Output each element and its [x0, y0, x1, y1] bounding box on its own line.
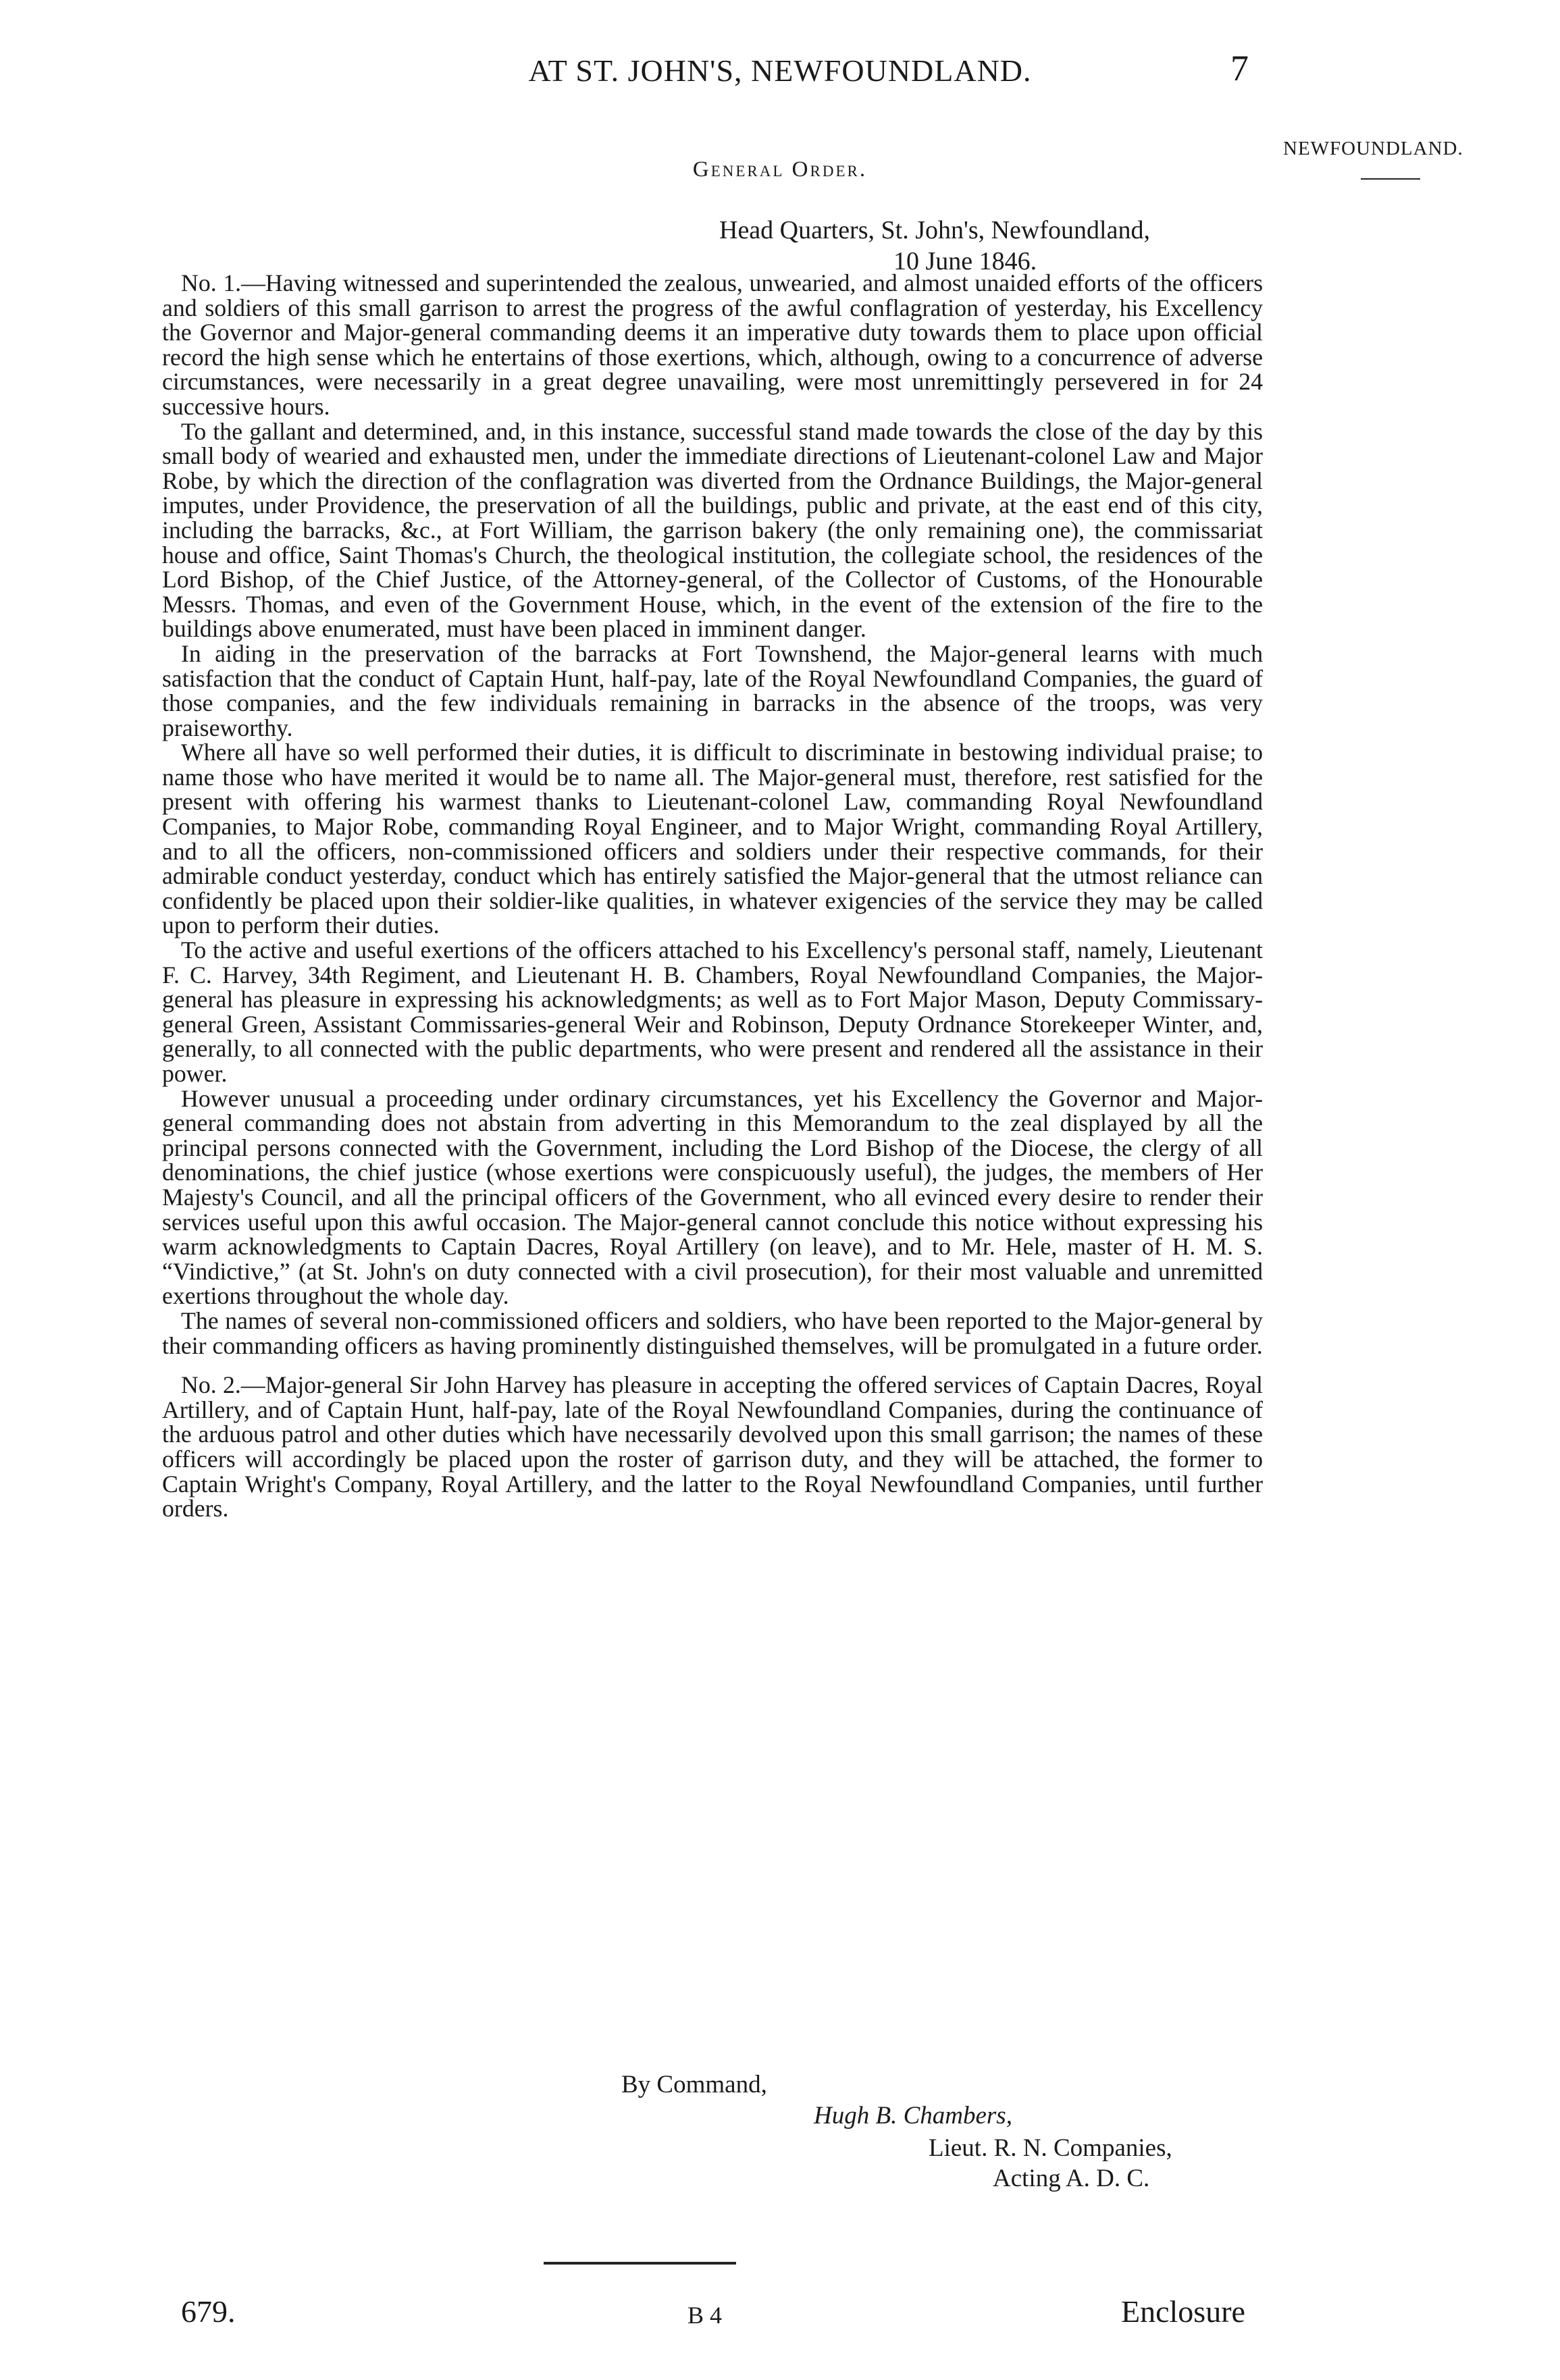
footer-catchword: Enclosure [1121, 2294, 1245, 2329]
signature-rank: Lieut. R. N. Companies, [929, 2134, 1172, 2162]
signature-role: Acting A. D. C. [993, 2165, 1150, 2192]
paragraph: To the active and useful exertions of the officers attached to his Excellency's personal staff, namely, Lieutenant F. C. Harvey, 34th Regiment, and Lieutenant H. B. Chambers, Royal Newfoundland Companies, the Major-general has pleasure in expressing his acknowledgments; as well as to Fort Major Mason, Deputy Commissary-general Green, Assistant Commissaries-general Weir and Robinson, Deputy Ordnance Storekeeper Winter, and, generally, to all connected with the public departments, who were present and rendered all the assistance in their power. [162, 936, 1263, 1087]
dateline-date: 10 June 1846. [893, 247, 1037, 275]
paragraph: To the gallant and determined, and, in this instance, successful stand made towards the close of the day by this small body of wearied and exhausted men, under the immediate directions of Lieutenant-colonel Law and Major Robe, by which the direction of the conflagration was diverted from the Ordnance Buildings, the Major-general imputes, under Providence, the preservation of all the buildings, public and private, at the east end of this city, including the barracks, &c., at Fort William, the garrison bakery (the only remaining one), the commissariat house and office, Saint Thomas's Church, the theological institution, the collegiate school, the residences of the Lord Bishop, of the Chief Justice, of the Attorney-general, of the Collector of Customs, of the Honourable Messrs. Thomas, and even of the Government House, which, in the event of the extension of the fire to the buildings above enumerated, must have been placed in imminent danger. [162, 417, 1263, 643]
dateline [719, 215, 1150, 277]
paragraph: The names of several non-commissioned officers and soldiers, who have been reported to the Major-general by their commanding officers as having prominently distinguished themselves, will be promulgated in a future order. [162, 1306, 1263, 1359]
running-head: AT ST. JOHN'S, NEWFOUNDLAND. [528, 53, 1032, 88]
order-body [162, 271, 1263, 1521]
footer-signature-mark: B 4 [687, 2302, 723, 2329]
paragraph-order-1: No. 1.—Having witnessed and superintended the zealous, unwearied, and almost unaided efforts of the officers and soldiers of this small garrison to arrest the progress of the awful conflagration of yesterday, his Excellency the Governor and Major-general commanding deems it an imperative duty towards them to place upon official record the high sense which he entertains of those exertions, which, although, owing to a concurrence of adverse circumstances, were necessarily in a great degree unavailing, were most unremittingly persevered in for 24 successive hours. [162, 269, 1263, 420]
footer-folio: 679. [181, 2294, 236, 2329]
dateline-place: Head Quarters, St. John's, Newfoundland, [719, 216, 1150, 244]
page-number: 7 [1230, 48, 1249, 88]
closing-rule [544, 2262, 736, 2265]
paragraph: However unusual a proceeding under ordinary circumstances, yet his Excellency the Governor and Major-general commanding does not abstain from adverting in this Memorandum to the zeal displayed by all the principal persons connected with the Government, including the Lord Bishop of the Diocese, the clergy of all denominations, the chief justice (whose exertions were conspicuously useful), the judges, the members of Her Majesty's Council, and all the principal officers of the Government, who all evinced every desire to render their services useful upon this awful occasion. The Major-general cannot conclude this notice without expressing his warm acknowledgments to Captain Dacres, Royal Artillery (on leave), and to Mr. Hele, master of H. M. S. “Vindictive,” (at St. John's on duty connected with a civil prosecution), for their most valuable and unremitted exertions throughout the whole day. [162, 1084, 1263, 1310]
paragraph-order-2: No. 2.—Major-general Sir John Harvey has pleasure in accepting the offered services of Captain Dacres, Royal Artillery, and of Captain Hunt, half-pay, late of the Royal Newfoundland Companies, during the continuance of the arduous patrol and other duties which have necessarily devolved upon this small garrison; the names of these officers will accordingly be placed upon the roster of garrison duty, and they will be attached, the former to Captain Wright's Company, Royal Artillery, and the latter to the Royal Newfoundland Companies, until further orders. [162, 1371, 1263, 1523]
order-heading: General Order. [692, 157, 868, 182]
signature-name: Hugh B. Chambers, [814, 2102, 1012, 2130]
paragraph: In aiding in the preservation of the barracks at Fort Townshend, the Major-general learns with much satisfaction that the conduct of Captain Hunt, half-pay, late of the Royal Newfoundland Companies, the guard of those companies, and the few individuals remaining in barracks in the absence of the troops, was very praiseworthy. [162, 639, 1263, 741]
signature-by-command: By Command, [621, 2071, 767, 2098]
paragraph: Where all have so well performed their duties, it is difficult to discriminate in bestowing individual praise; to name those who have merited it would be to name all. The Major-general must, therefore, rest satisfied for the present with offering his warmest thanks to Lieutenant-colonel Law, commanding Royal Newfoundland Companies, to Major Robe, commanding Royal Engineer, and to Major Wright, commanding Royal Artillery, and to all the officers, non-commissioned officers and soldiers under their respective commands, for their admirable conduct yesterday, conduct which has entirely satisfied the Major-general that the utmost reliance can confidently be placed upon their soldier-like qualities, in whatever exigencies of the service they may be called upon to perform their duties. [162, 739, 1263, 939]
margin-note: NEWFOUNDLAND. [1283, 138, 1463, 159]
